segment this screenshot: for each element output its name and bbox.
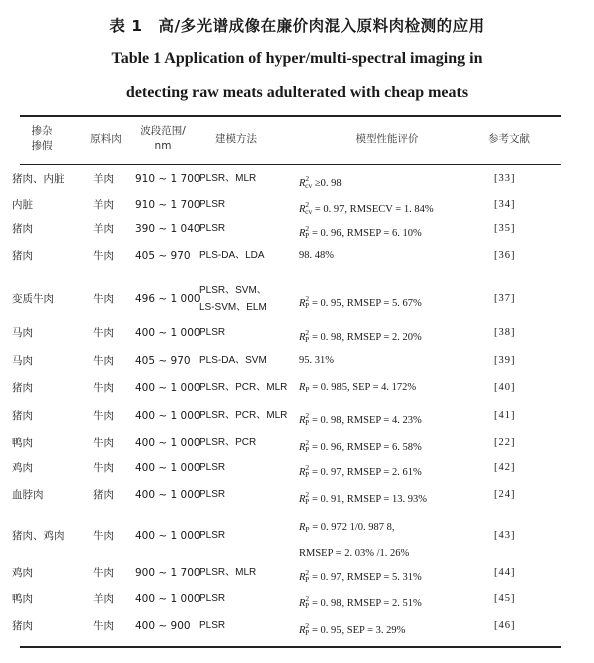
- table-title-english-line1: Table 1 Application of hyper/multi-spectral imaging in: [111, 50, 483, 67]
- header-rule: [20, 164, 561, 165]
- cell-method: PLSR、SVM、: [199, 285, 267, 296]
- cell-method: PLSR: [199, 620, 226, 631]
- cell-reference: [38]: [494, 327, 516, 338]
- cell-band: 400 ~ 1 000: [135, 462, 201, 474]
- header-method: 建模方法: [215, 133, 257, 145]
- cell-performance: [299, 326, 422, 347]
- cell-performance: [299, 354, 334, 368]
- cell-method: LS-SVM、ELM: [199, 302, 267, 313]
- cell-adulterant: 猪肉、内脏: [12, 173, 65, 185]
- cell-band: 400 ~ 900: [135, 620, 191, 632]
- performance-text: = 0. 985, SEP = 4. 172%: [309, 382, 417, 393]
- cell-performance: [299, 461, 422, 482]
- cell-raw-meat: 羊肉: [93, 593, 114, 605]
- cell-adulterant: 鸭肉: [12, 593, 33, 605]
- cell-performance: [299, 172, 342, 193]
- performance-symbol: R: [299, 625, 306, 636]
- performance-superscript: 2: [305, 438, 310, 447]
- performance-subscript: cv: [305, 207, 313, 216]
- cell-performance: [299, 521, 395, 537]
- performance-subscript: P: [305, 470, 310, 479]
- cell-raw-meat: 牛肉: [93, 620, 114, 632]
- cell-reference: [41]: [494, 410, 516, 421]
- performance-text: = 0. 97, RMSEP = 2. 61%: [309, 467, 422, 478]
- cell-band: 390 ~ 1 040: [135, 223, 201, 235]
- cell-raw-meat: 牛肉: [93, 530, 114, 542]
- cell-adulterant: 鸭肉: [12, 437, 33, 449]
- cell-raw-meat: 牛肉: [93, 567, 114, 579]
- cell-reference: [43]: [494, 530, 516, 541]
- cell-reference: [39]: [494, 355, 516, 366]
- header-adulterant-line1: 掺杂: [31, 125, 53, 137]
- cell-reference: [35]: [494, 223, 516, 234]
- performance-superscript: 2: [305, 224, 310, 233]
- cell-adulterant: 变质牛肉: [12, 293, 54, 305]
- header-band-line1: 波段范围/: [140, 125, 186, 137]
- performance-subscript: P: [305, 601, 310, 610]
- cell-performance: [299, 381, 416, 397]
- cell-adulterant: 猪肉: [12, 620, 33, 632]
- performance-superscript: 2: [305, 328, 310, 337]
- performance-superscript: 2: [305, 621, 310, 630]
- cell-adulterant: 鸡肉: [12, 462, 33, 474]
- cell-reference: [46]: [494, 620, 516, 631]
- cell-reference: [40]: [494, 382, 516, 393]
- cell-performance: [299, 249, 334, 263]
- cell-method: PLSR: [199, 223, 226, 234]
- cell-performance: [299, 409, 422, 430]
- cell-performance: [299, 222, 422, 243]
- cell-raw-meat: 牛肉: [93, 250, 114, 262]
- cell-method: PLSR、PCR、MLR: [199, 382, 288, 393]
- cell-performance: [299, 198, 434, 219]
- performance-symbol: R: [299, 467, 306, 478]
- cell-method: PLSR: [199, 327, 226, 338]
- cell-raw-meat: 牛肉: [93, 382, 114, 394]
- cell-band: 400 ~ 1 000: [135, 593, 201, 605]
- header-band: [132, 124, 194, 154]
- table-title-english-line2: detecting raw meats adulterated with cheap meats: [125, 84, 469, 101]
- cell-performance: [299, 619, 405, 640]
- cell-performance: [299, 292, 422, 313]
- performance-symbol: R: [299, 442, 306, 453]
- header-raw-meat: 原料肉: [90, 133, 122, 145]
- header-band-line2: nm: [154, 140, 172, 152]
- cell-raw-meat: 羊肉: [93, 173, 114, 185]
- cell-adulterant: 猪肉、鸡肉: [12, 530, 65, 542]
- performance-subscript: P: [305, 445, 310, 454]
- cell-band: 496 ~ 1 000: [135, 293, 201, 305]
- cell-reference: [37]: [494, 293, 516, 304]
- cell-raw-meat: 猪肉: [93, 489, 114, 501]
- cell-raw-meat: 牛肉: [93, 410, 114, 422]
- bottom-rule: [20, 646, 561, 648]
- performance-subscript: P: [305, 628, 310, 637]
- performance-text: RMSEP = 2. 03% /1. 26%: [299, 548, 410, 559]
- cell-band: 400 ~ 1 000: [135, 489, 201, 501]
- header-reference: 参考文献: [488, 133, 530, 145]
- performance-symbol: R: [299, 415, 306, 426]
- cell-band: 910 ~ 1 700: [135, 173, 201, 185]
- performance-superscript: 2: [305, 200, 310, 209]
- cell-band: 400 ~ 1 000: [135, 382, 201, 394]
- cell-reference: [45]: [494, 593, 516, 604]
- performance-symbol: R: [299, 522, 306, 533]
- performance-text: = 0. 97, RMSECV = 1. 84%: [312, 204, 434, 215]
- performance-text: = 0. 95, SEP = 3. 29%: [309, 625, 406, 636]
- header-adulterant: [20, 124, 64, 154]
- performance-superscript: 2: [305, 294, 310, 303]
- cell-raw-meat: 牛肉: [93, 293, 114, 305]
- cell-performance: [299, 436, 422, 457]
- cell-reference: [44]: [494, 567, 516, 578]
- cell-performance: [299, 592, 422, 613]
- cell-raw-meat: 牛肉: [93, 462, 114, 474]
- cell-band: 405 ~ 970: [135, 355, 191, 367]
- performance-text: 95. 31%: [299, 355, 334, 366]
- performance-text: ≥0. 98: [312, 178, 342, 189]
- performance-text: = 0. 98, RMSEP = 2. 51%: [309, 598, 422, 609]
- cell-band: 405 ~ 970: [135, 250, 191, 262]
- performance-superscript: 2: [305, 463, 310, 472]
- cell-performance: [299, 547, 409, 561]
- performance-text: = 0. 98, RMSEP = 4. 23%: [309, 415, 422, 426]
- cell-band: 400 ~ 1 000: [135, 530, 201, 542]
- cell-method: PLSR、MLR: [199, 173, 257, 184]
- performance-superscript: 2: [305, 411, 310, 420]
- performance-text: = 0. 98, RMSEP = 2. 20%: [309, 332, 422, 343]
- cell-reference: [22]: [494, 437, 516, 448]
- performance-text: = 0. 96, RMSEP = 6. 10%: [309, 228, 422, 239]
- performance-symbol: R: [299, 332, 306, 343]
- performance-symbol: R: [299, 598, 306, 609]
- cell-method: PLSR、PCR、MLR: [199, 410, 288, 421]
- cell-reference: [34]: [494, 199, 516, 210]
- cell-band: 400 ~ 1 000: [135, 437, 201, 449]
- performance-symbol: R: [299, 178, 306, 189]
- cell-adulterant: 血脖肉: [12, 489, 44, 501]
- cell-band: 400 ~ 1 000: [135, 410, 201, 422]
- cell-performance: [299, 488, 427, 509]
- performance-text: 98. 48%: [299, 250, 334, 261]
- performance-symbol: R: [299, 572, 306, 583]
- performance-superscript: 2: [305, 568, 310, 577]
- cell-method: PLSR: [199, 199, 226, 210]
- cell-raw-meat: 牛肉: [93, 355, 114, 367]
- performance-symbol: R: [299, 382, 306, 393]
- performance-subscript: P: [305, 335, 310, 344]
- performance-text: = 0. 97, RMSEP = 5. 31%: [309, 572, 422, 583]
- cell-method: PLSR: [199, 530, 226, 541]
- cell-adulterant: 猪肉: [12, 250, 33, 262]
- performance-text: = 0. 972 1/0. 987 8,: [309, 522, 395, 533]
- cell-adulterant: 马肉: [12, 327, 33, 339]
- cell-method: PLS-DA、LDA: [199, 250, 265, 261]
- cell-band: 910 ~ 1 700: [135, 199, 201, 211]
- cell-reference: [33]: [494, 173, 516, 184]
- performance-subscript: P: [305, 385, 310, 394]
- performance-subscript: P: [305, 497, 310, 506]
- header-performance: 模型性能评价: [355, 133, 419, 145]
- cell-method: PLSR: [199, 462, 226, 473]
- performance-subscript: cv: [305, 181, 313, 190]
- cell-band: 400 ~ 1 000: [135, 327, 201, 339]
- performance-symbol: R: [299, 204, 306, 215]
- cell-method: PLSR: [199, 489, 226, 500]
- performance-subscript: P: [305, 418, 310, 427]
- cell-band: 900 ~ 1 700: [135, 567, 201, 579]
- performance-subscript: P: [305, 575, 310, 584]
- performance-subscript: P: [305, 525, 310, 534]
- cell-method: PLSR、PCR: [199, 437, 257, 448]
- cell-method: PLS-DA、SVM: [199, 355, 267, 366]
- cell-raw-meat: 羊肉: [93, 223, 114, 235]
- cell-method: PLSR、MLR: [199, 567, 257, 578]
- cell-reference: [42]: [494, 462, 516, 473]
- cell-adulterant: 猪肉: [12, 410, 33, 422]
- performance-superscript: 2: [305, 490, 310, 499]
- performance-superscript: 2: [305, 594, 310, 603]
- performance-symbol: R: [299, 228, 306, 239]
- cell-adulterant: 猪肉: [12, 382, 33, 394]
- cell-raw-meat: 牛肉: [93, 327, 114, 339]
- table-title-chinese: 表 1 高/多光谱成像在廉价肉混入原料肉检测的应用: [109, 17, 485, 35]
- performance-subscript: P: [305, 301, 310, 310]
- cell-adulterant: 马肉: [12, 355, 33, 367]
- header-adulterant-line2: 掺假: [31, 140, 53, 152]
- cell-method: PLSR: [199, 593, 226, 604]
- performance-subscript: P: [305, 231, 310, 240]
- performance-symbol: R: [299, 494, 306, 505]
- cell-raw-meat: 牛肉: [93, 437, 114, 449]
- performance-symbol: R: [299, 298, 306, 309]
- performance-text: = 0. 95, RMSEP = 5. 67%: [309, 298, 422, 309]
- cell-reference: [36]: [494, 250, 516, 261]
- performance-text: = 0. 96, RMSEP = 6. 58%: [309, 442, 422, 453]
- cell-adulterant: 内脏: [12, 199, 33, 211]
- performance-superscript: 2: [305, 174, 310, 183]
- top-rule: [20, 115, 561, 117]
- performance-text: = 0. 91, RMSEP = 13. 93%: [309, 494, 427, 505]
- cell-raw-meat: 羊肉: [93, 199, 114, 211]
- cell-adulterant: 猪肉: [12, 223, 33, 235]
- cell-performance: [299, 566, 422, 587]
- cell-adulterant: 鸡肉: [12, 567, 33, 579]
- cell-reference: [24]: [494, 489, 516, 500]
